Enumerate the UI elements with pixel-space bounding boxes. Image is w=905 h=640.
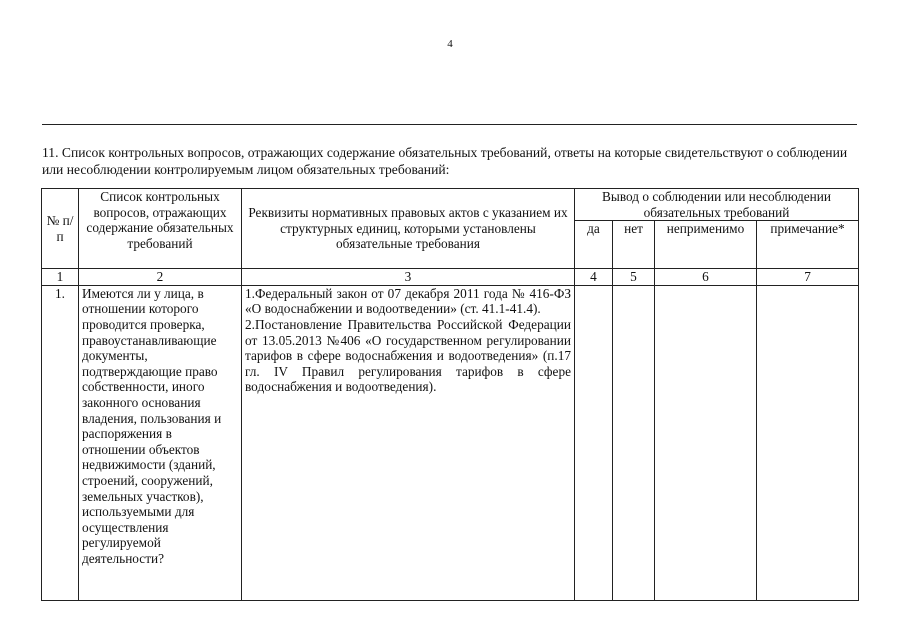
header-note: примечание* — [757, 221, 859, 269]
row-legal-acts — [242, 285, 575, 600]
requirements-table — [41, 188, 859, 601]
table-row — [42, 285, 859, 600]
column-number: 5 — [613, 269, 655, 286]
legal-act: 2.Постановление Правительства Российской Федерации от 13.05.2013 №406 «О государственном регулировании тарифов в сфере водоснабжения и водоотведения» (п.17 гл. IV Правил регулирования тарифов в сфере водоснабжения и водоотведения). — [245, 316, 571, 395]
header-acts: Реквизиты нормативных правовых актов с указанием их структурных единиц, которыми установлены обязательные требования — [242, 189, 575, 269]
column-number: 4 — [575, 269, 613, 286]
column-number: 7 — [757, 269, 859, 286]
cell-note — [757, 285, 859, 600]
header-conclusion: Вывод о соблюдении или несоблюдении обязательных требований — [575, 189, 859, 221]
table-header-row — [42, 189, 859, 221]
cell-no — [613, 285, 655, 600]
column-number: 3 — [242, 269, 575, 286]
cell-not-applicable — [655, 285, 757, 600]
legal-act: 1.Федеральный закон от 07 декабря 2011 года № 416-ФЗ «О водоснабжении и водоотведении» (ст. 41.1-41.4). — [245, 285, 571, 317]
header-yes: да — [575, 221, 613, 269]
header-rule — [42, 124, 857, 125]
header-not-applicable: неприменимо — [655, 221, 757, 269]
column-number: 6 — [655, 269, 757, 286]
header-num: № п/п — [42, 189, 79, 269]
row-number: 1. — [42, 285, 79, 600]
column-number: 2 — [79, 269, 242, 286]
column-number-row — [42, 269, 859, 286]
page-number: 4 — [447, 38, 453, 50]
header-no: нет — [613, 221, 655, 269]
row-question: Имеются ли у лица, в отношении которого проводится проверка, правоустанавливающие документы, подтверждающие право собственности, иного законного основания владения, пользования и распоряжения в отношении объектов недвижимости (зданий, строений, сооружений, земельных участков), используемыми для осуществления регулируемой деятельности? — [79, 285, 242, 600]
section-heading: 11. Список контрольных вопросов, отражающих содержание обязательных требований, ответы на которые свидетельствуют о соблюдении или несоблюдении контролируемым лицом обязательных требований: — [42, 145, 848, 177]
column-number: 1 — [42, 269, 79, 286]
header-questions: Список контрольных вопросов, отражающих содержание обязательных требований — [79, 189, 242, 269]
cell-yes — [575, 285, 613, 600]
